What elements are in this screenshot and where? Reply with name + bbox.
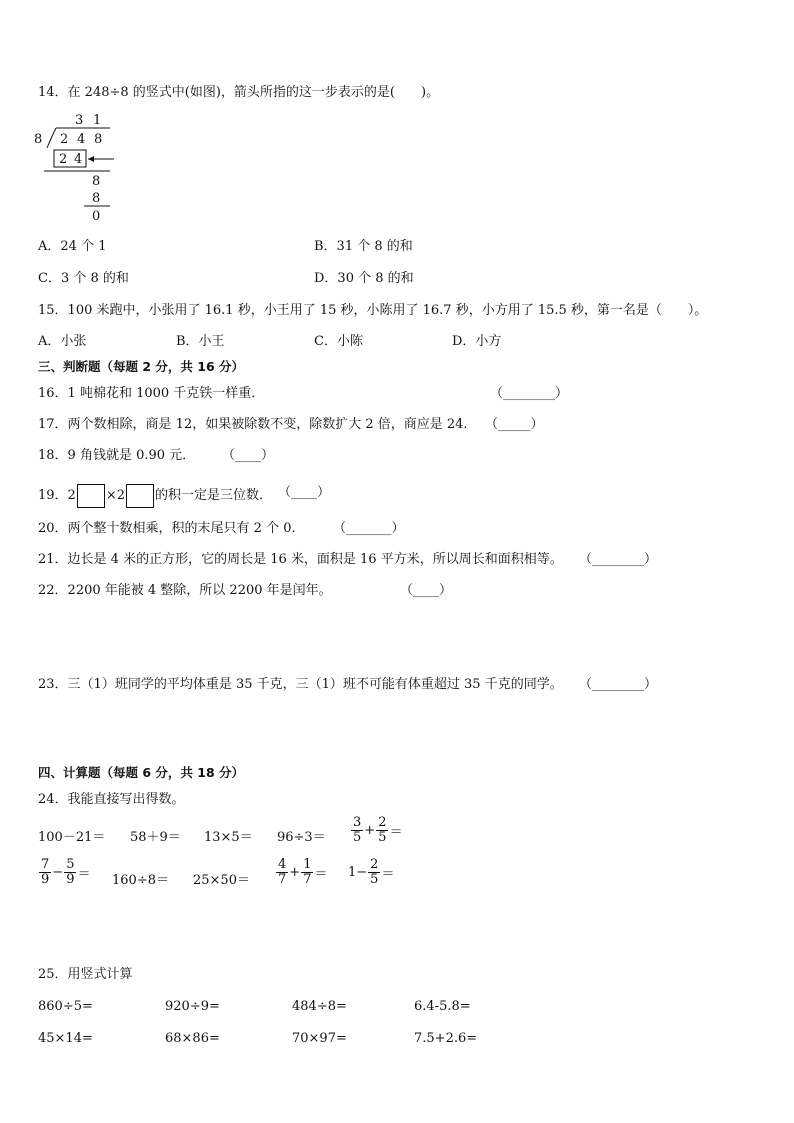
q19-blank: （____） [278,485,331,500]
q24-r1-e4: 96÷3＝ [277,830,326,845]
q24-r2-e3: 25×50＝ [193,873,250,888]
q15-text: 15．100 米跑中，小张用了 16.1 秒，小王用了 15 秒，小陈用了 16.7 秒，小方用了 15.5 秒，第一名是（ ）。 [38,303,708,318]
fraction: $\frac{2}{5}$ [370,857,379,887]
q25-r2-c4: 7.5+2.6= [414,1031,478,1046]
q23-blank: （________） [579,677,658,692]
dividend-digit-1: 2 [60,132,69,147]
q25-r2-c2: 68×86= [165,1031,220,1046]
q18-text: 18．9 角钱就是 0.90 元． [38,448,196,463]
q24-r2-e2: 160÷8＝ [112,873,169,888]
q19-suffix: 的积一定是三位数． [155,488,273,503]
q20-text: 20．两个整十数相乘，积的末尾只有 2 个 0. [38,521,296,536]
divisor: 8 [34,132,43,147]
q21-text: 21．边长是 4 米的正方形，它的周长是 16 米，面积是 16 平方米，所以周长和面积相等。 [38,552,563,567]
q14-text: 14．在 248÷8 的竖式中(如图)，箭头所指的这一步表示的是( )。 [38,85,440,100]
q19-prefix: 19．2 [38,488,76,503]
dividend-digit-3: 8 [94,132,103,147]
q24-r2-e5: 1− $\frac{2}{5}$ ＝ [348,857,395,887]
q19-row [38,484,272,508]
q19-mid: ×2 [105,488,125,503]
q24-r1-e1: 100－21＝ [38,830,106,845]
step1-digit-1: 2 [59,152,68,167]
q14-option-d: D．30 个 8 的和 [314,271,414,286]
section-3-title: 三、判断题（每题 2 分，共 16 分） [38,359,245,374]
q15-option-a: A．小张 [38,334,87,349]
q24-r1-e3: 13×5＝ [204,830,253,845]
result: 0 [92,209,101,224]
arrow-head-icon [88,156,94,162]
q19-blank-box-1[interactable] [77,484,105,508]
q19-blank-box-2[interactable] [126,484,154,508]
q24-text: 24．我能直接写出得数。 [38,792,185,807]
q17-text: 17．两个数相除，商是 12，如果被除数不变，除数扩大 2 倍，商应是 24. [38,417,468,432]
q23-text: 23．三（1）班同学的平均体重是 35 千克，三（1）班不可能有体重超过 35 千克的同学。 [38,677,563,692]
section-4-title: 四、计算题（每题 6 分，共 18 分） [38,765,245,780]
fraction: $\frac{7}{9}$ [41,857,50,887]
q21-blank: （________） [579,552,658,567]
q22-text: 22．2200 年能被 4 整除，所以 2200 年是闰年。 [38,583,332,598]
fraction: $\frac{3}{5}$ [353,815,362,845]
q24-r1-e2: 58＋9＝ [130,830,181,845]
q25-r1-c3: 484÷8= [292,999,347,1014]
fraction: $\frac{2}{5}$ [378,815,387,845]
q16-text: 16．1 吨棉花和 1000 千克铁一样重． [38,386,265,401]
fraction: $\frac{5}{9}$ [66,857,75,887]
q25-text: 25．用竖式计算 [38,967,133,982]
step1-digit-2: 4 [74,152,83,167]
q14-option-b: B．31 个 8 的和 [314,239,413,254]
q14-option-a: A．24 个 1 [38,239,107,254]
q20-blank: （_______） [333,521,405,536]
q16-blank: （________） [490,386,569,401]
q24-r1-e5: $\frac{3}{5}$ + $\frac{2}{5}$ ＝ [353,815,403,845]
fraction: $\frac{4}{7}$ [278,857,287,887]
q15-option-b: B．小王 [176,334,225,349]
q14-long-division-figure [32,110,132,228]
fraction: $\frac{1}{7}$ [303,857,312,887]
q25-r1-c1: 860÷5= [38,999,93,1014]
q25-r2-c1: 45×14= [38,1031,93,1046]
q17-blank: （_____） [485,417,544,432]
remainder-1: 8 [92,174,101,189]
q18-blank: （____） [222,448,275,463]
q24-r2-e4: $\frac{4}{7}$ + $\frac{1}{7}$ ＝ [278,857,328,887]
quotient-digit-1: 3 [75,113,84,128]
step2: 8 [92,191,101,206]
q25-r2-c3: 70×97= [292,1031,347,1046]
q25-r1-c4: 6.4-5.8= [414,999,471,1014]
q22-blank: （____） [400,583,453,598]
quotient-digit-2: 1 [93,113,102,128]
q15-option-d: D．小方 [452,334,502,349]
q24-r2-e1: $\frac{7}{9}$ − $\frac{5}{9}$ ＝ [41,857,91,887]
q15-option-c: C．小陈 [314,334,363,349]
dividend-digit-2: 4 [77,132,86,147]
q14-option-c: C．3 个 8 的和 [38,271,129,286]
q25-r1-c2: 920÷9= [165,999,220,1014]
